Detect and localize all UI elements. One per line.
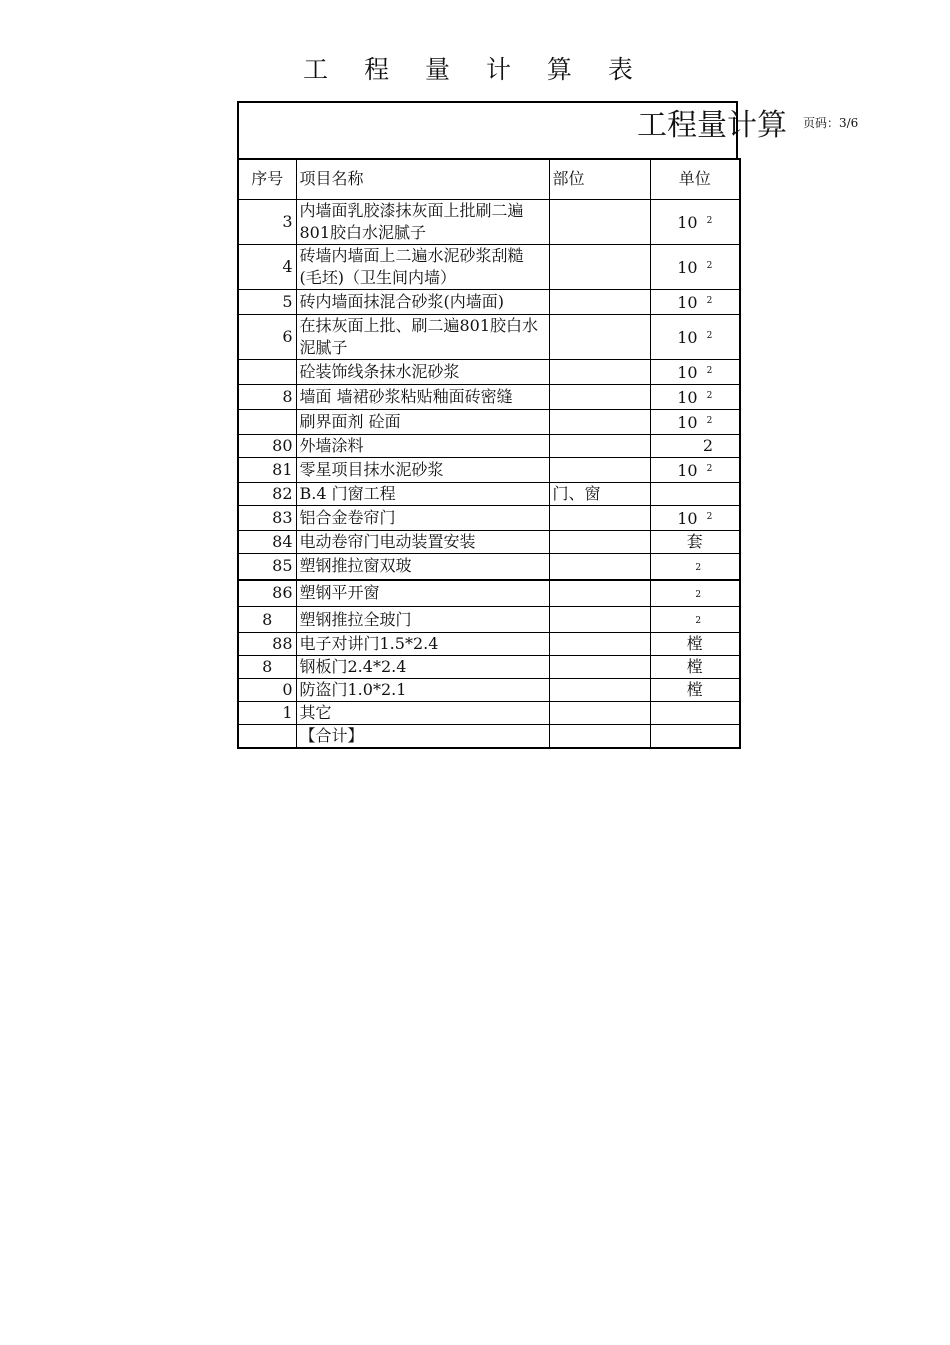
- unit-value: 10: [677, 292, 698, 312]
- unit-value: 10: [677, 362, 698, 382]
- unit-value: 套: [686, 531, 703, 551]
- table-row: [238, 553, 740, 580]
- row-location: [549, 530, 650, 553]
- row-location: [549, 457, 650, 482]
- table-row: [238, 530, 740, 553]
- unit-superscript: 2: [706, 511, 713, 522]
- row-name: 其它: [296, 702, 549, 725]
- row-name: 在抹灰面上批、刷二遍801胶白水泥腻子: [296, 314, 549, 359]
- row-unit: [650, 244, 740, 289]
- row-no: 80: [238, 434, 296, 457]
- column-header-row: [238, 159, 740, 199]
- unit-superscript: 2: [706, 365, 713, 376]
- row-location: [549, 199, 650, 244]
- unit-value: 10: [677, 412, 698, 432]
- table-row: [238, 289, 740, 314]
- table-row: [238, 409, 740, 434]
- row-unit: [650, 702, 740, 725]
- row-no: 85: [238, 553, 296, 580]
- row-name: 零星项目抹水泥砂浆: [296, 457, 549, 482]
- row-unit: [650, 482, 740, 505]
- row-name: 塑钢平开窗: [296, 580, 549, 607]
- row-unit: [650, 457, 740, 482]
- unit-value: 10: [677, 460, 698, 480]
- row-unit: [650, 553, 740, 580]
- row-unit: [650, 725, 740, 749]
- row-no: 1: [238, 702, 296, 725]
- unit-superscript: 2: [706, 260, 713, 271]
- row-unit: [650, 359, 740, 384]
- unit-superscript: 2: [706, 215, 713, 226]
- unit-value: 10: [677, 508, 698, 528]
- table-row: [238, 679, 740, 702]
- total-row: [238, 725, 740, 749]
- row-name: 塑钢推拉窗双玻: [296, 553, 549, 580]
- unit-value: 10: [677, 212, 698, 232]
- row-name: 外墙涂料: [296, 434, 549, 457]
- row-location: [549, 359, 650, 384]
- row-no: [238, 409, 296, 434]
- column-header-no: 序号: [238, 159, 296, 199]
- table-row: [238, 505, 740, 530]
- row-unit: [650, 314, 740, 359]
- row-unit: [650, 580, 740, 607]
- row-name: 砖墙内墙面上二遍水泥砂浆刮糙(毛坯)（卫生间内墙）: [296, 244, 549, 289]
- row-unit: 樘: [650, 679, 740, 702]
- unit-value: 2: [695, 589, 702, 600]
- unit-superscript: 2: [706, 390, 713, 401]
- row-location: [549, 409, 650, 434]
- table-row: [238, 434, 740, 457]
- table-row: [238, 702, 740, 725]
- row-location: [549, 434, 650, 457]
- table-row: [238, 482, 740, 505]
- row-location: [549, 725, 650, 749]
- row-name: 铝合金卷帘门: [296, 505, 549, 530]
- table-row: [238, 633, 740, 656]
- row-name: 电子对讲门1.5*2.4: [296, 633, 549, 656]
- row-unit: [650, 530, 740, 553]
- column-header-name: 项目名称: [296, 159, 549, 199]
- row-unit: [650, 409, 740, 434]
- row-no: 81: [238, 457, 296, 482]
- row-location: [549, 656, 650, 679]
- table-row: [238, 244, 740, 289]
- row-name: 电动卷帘门电动装置安装: [296, 530, 549, 553]
- column-header-location: 部位: [549, 159, 650, 199]
- unit-value: 2: [702, 435, 713, 455]
- page-title: 工 程 量 计 算 表: [303, 55, 647, 84]
- unit-superscript: 2: [706, 295, 713, 306]
- row-unit: [650, 384, 740, 409]
- row-location: [549, 314, 650, 359]
- row-no: 6: [238, 314, 296, 359]
- row-name: 内墙面乳胶漆抹灰面上批刷二遍801胶白水泥腻子: [296, 199, 549, 244]
- unit-value: 10: [677, 387, 698, 407]
- row-location: [549, 607, 650, 633]
- page-number: 页码：3/6: [803, 116, 859, 130]
- row-no: 8: [238, 656, 296, 679]
- row-name: 【合计】: [296, 725, 549, 749]
- row-no: 82: [238, 482, 296, 505]
- row-no: 0: [238, 679, 296, 702]
- table-title: 工程量计算: [637, 108, 787, 143]
- row-location: [549, 289, 650, 314]
- table-row: [238, 656, 740, 679]
- unit-value: 10: [677, 257, 698, 277]
- table-row: [238, 359, 740, 384]
- row-no: 84: [238, 530, 296, 553]
- row-location: 门、窗: [549, 482, 650, 505]
- row-no: 83: [238, 505, 296, 530]
- row-unit: [650, 607, 740, 633]
- table-row: [238, 580, 740, 607]
- row-location: [549, 679, 650, 702]
- row-unit: 樘: [650, 656, 740, 679]
- unit-superscript: 2: [706, 463, 713, 474]
- unit-value: 2: [695, 616, 702, 626]
- table-row: [238, 457, 740, 482]
- row-location: [549, 505, 650, 530]
- row-no: 4: [238, 244, 296, 289]
- row-no: 88: [238, 633, 296, 656]
- unit-value: 2: [695, 562, 702, 573]
- row-no: [238, 725, 296, 749]
- row-location: [549, 384, 650, 409]
- table-row: [238, 607, 740, 633]
- table-row: [238, 199, 740, 244]
- column-header-unit: 单位: [650, 159, 740, 199]
- row-name: 塑钢推拉全玻门: [296, 607, 549, 633]
- row-location: [549, 580, 650, 607]
- row-unit: [650, 505, 740, 530]
- row-unit: [650, 434, 740, 457]
- row-no: 86: [238, 580, 296, 607]
- unit-value: 10: [677, 327, 698, 347]
- row-location: [549, 244, 650, 289]
- row-name: 墙面 墙裙砂浆粘贴釉面砖密缝: [296, 384, 549, 409]
- table-row: [238, 384, 740, 409]
- row-no: 5: [238, 289, 296, 314]
- row-name: 砼装饰线条抹水泥砂浆: [296, 359, 549, 384]
- row-location: [549, 553, 650, 580]
- row-location: [549, 633, 650, 656]
- row-no: 3: [238, 199, 296, 244]
- row-name: 刷界面剂 砼面: [296, 409, 549, 434]
- row-name: B.4 门窗工程: [296, 482, 549, 505]
- row-unit: 樘: [650, 633, 740, 656]
- row-no: [238, 359, 296, 384]
- row-location: [549, 702, 650, 725]
- row-name: 砖内墙面抹混合砂浆(内墙面): [296, 289, 549, 314]
- row-no: 8: [238, 607, 296, 633]
- unit-superscript: 2: [706, 415, 713, 426]
- row-unit: [650, 199, 740, 244]
- row-unit: [650, 289, 740, 314]
- table-row: [238, 314, 740, 359]
- row-name: 防盗门1.0*2.1: [296, 679, 549, 702]
- row-no: 8: [238, 384, 296, 409]
- unit-superscript: 2: [706, 330, 713, 341]
- row-name: 钢板门2.4*2.4: [296, 656, 549, 679]
- quantity-table: [237, 158, 741, 749]
